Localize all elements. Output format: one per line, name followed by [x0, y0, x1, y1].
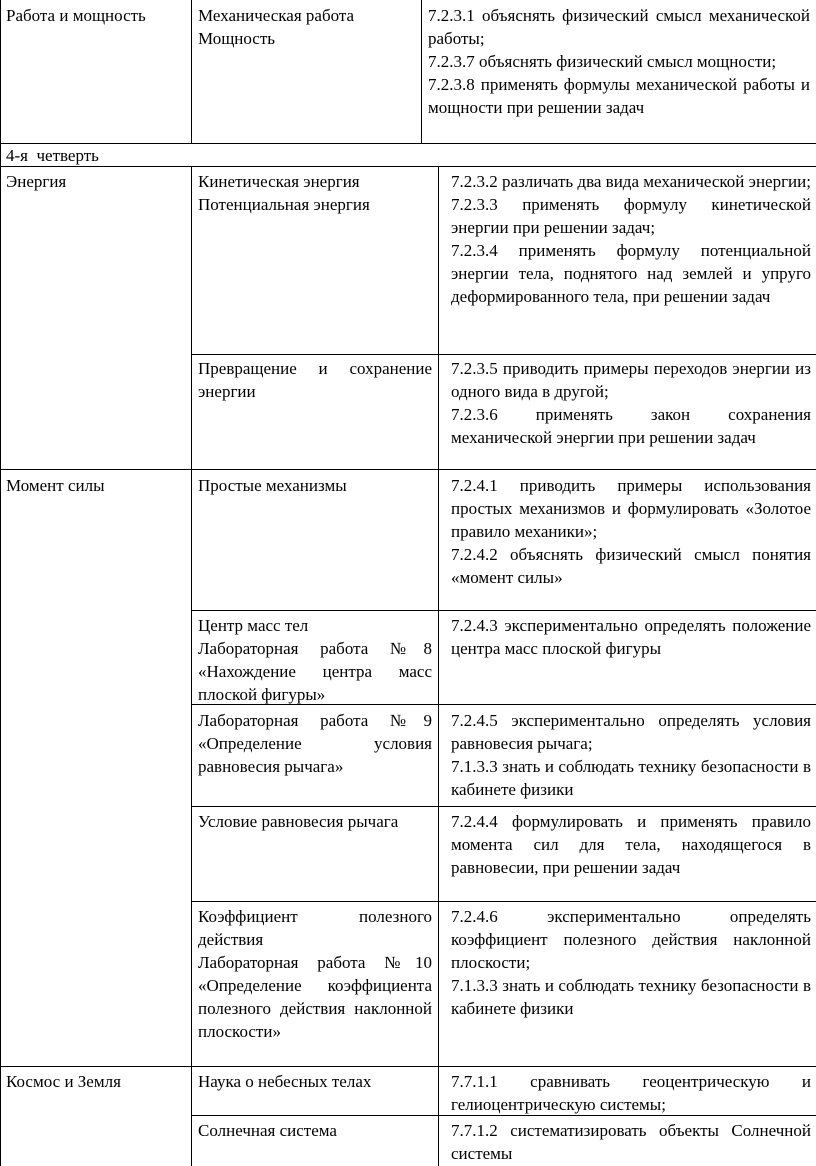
- content-cell: [198, 170, 432, 216]
- goal-text: 7.2.3.1 объяснять физический смысл механической работы;: [428, 6, 810, 48]
- goals-cell: [451, 709, 811, 801]
- goal-text: 7.2.3.7 объяснять физический смысл мощности;: [428, 52, 777, 71]
- content-cell: [198, 1070, 432, 1093]
- content-cell: [198, 474, 432, 497]
- content-text: Потенциальная энергия: [198, 195, 370, 214]
- row-divider: [191, 901, 816, 902]
- goal-text: 7.7.1.1 сравнивать геоцентрическую и гелиоцентрическую системы;: [451, 1072, 811, 1114]
- column-divider-2: [421, 0, 422, 143]
- goal-text: 7.2.3.2 различать два вида механической энергии;: [451, 172, 811, 191]
- content-text: Простые механизмы: [198, 476, 347, 495]
- content-text: Кинетическая энергия: [198, 172, 360, 191]
- topic-text: Энергия: [6, 172, 67, 191]
- goals-cell: [451, 170, 811, 308]
- content-text: Коэффициент полезного действия: [198, 907, 432, 949]
- goal-text: 7.2.4.1 приводить примеры использования простых механизмов и формулировать «Золотое правило механики»;: [451, 476, 811, 541]
- goal-text: 7.2.3.4 применять формулу потенциальной энергии тела, поднятого над землей и упруго деформированного тела, при решении задач: [451, 241, 811, 306]
- goal-text: 7.2.4.3 экспериментально определять положение центра масс плоской фигуры: [451, 616, 811, 658]
- goal-text: 7.2.4.5 экспериментально определять условия равновесия рычага;: [451, 711, 811, 753]
- content-text: Мощность: [198, 29, 276, 48]
- goals-cell: [451, 357, 811, 449]
- topic-cell: [6, 474, 184, 497]
- goal-text: 7.2.4.2 объяснять физический смысл понятия «момент силы»: [451, 545, 811, 587]
- topic-cell: [6, 170, 184, 193]
- goal-text: 7.2.3.8 применять формулы механической работы и мощности при решении задач: [428, 75, 810, 117]
- content-text: Лабораторная работа №9 «Определение условия равновесия рычага»: [198, 711, 432, 776]
- goals-cell: [451, 614, 811, 660]
- topic-text: Момент силы: [6, 476, 105, 495]
- content-text: Солнечная система: [198, 1121, 337, 1140]
- goals-cell: [428, 4, 810, 119]
- content-text: Лабораторная работа №10 «Определение коэффициента полезного действия наклонной плоскости»: [198, 953, 432, 1041]
- goal-text: 7.2.3.6 применять закон сохранения механической энергии при решении задач: [451, 405, 811, 447]
- goal-text: 7.2.3.3 применять формулу кинетической энергии при решении задач;: [451, 195, 811, 237]
- content-text: Центр масс тел: [198, 616, 309, 635]
- goal-text: 7.1.3.3 знать и соблюдать технику безопасности в кабинете физики: [451, 976, 811, 1018]
- goals-cell: [451, 474, 811, 589]
- content-cell: [198, 709, 432, 778]
- content-cell: [198, 905, 432, 1043]
- goal-text: 7.2.4.4 формулировать и применять правило момента сил для тела, находящегося в равновесии, при решении задач: [451, 812, 811, 877]
- goals-cell: [451, 1119, 811, 1165]
- content-cell: [198, 357, 432, 403]
- goals-cell: [451, 905, 811, 1020]
- content-cell: [198, 810, 432, 833]
- goal-text: 7.1.3.3 знать и соблюдать технику безопасности в кабинете физики: [451, 757, 811, 799]
- row-divider: [191, 806, 816, 807]
- content-cell: [198, 4, 415, 50]
- content-cell: [198, 1119, 432, 1142]
- row-divider: [0, 469, 816, 470]
- content-text: Лабораторная работа №8 «Нахождение центра масс плоской фигуры»: [198, 639, 432, 704]
- topic-text: Космос и Земля: [6, 1072, 121, 1091]
- goal-text: 7.2.4.6 экспериментально определять коэффициент полезного действия наклонной плоскости;: [451, 907, 811, 972]
- goal-text: 7.7.1.2 систематизировать объекты Солнечной системы: [451, 1121, 811, 1163]
- quarter-heading: [6, 144, 806, 167]
- row-divider: [0, 1066, 816, 1067]
- topic-text: Работа и мощность: [6, 6, 146, 25]
- goals-cell: [451, 1070, 811, 1116]
- goals-cell: [451, 810, 811, 879]
- topic-cell: [6, 4, 184, 27]
- content-text: Наука о небесных телах: [198, 1072, 372, 1091]
- table-border-left: [0, 0, 1, 1166]
- content-text: Механическая работа: [198, 6, 355, 25]
- row-divider: [191, 610, 816, 611]
- column-divider-1: [191, 166, 192, 1166]
- row-divider: [191, 354, 816, 355]
- content-cell: [198, 614, 432, 706]
- topic-cell: [6, 1070, 184, 1093]
- content-text: Превращение и сохранение энергии: [198, 359, 432, 401]
- column-divider-1: [191, 0, 192, 143]
- column-divider-2: [438, 166, 439, 1166]
- content-text: Условие равновесия рычага: [198, 812, 399, 831]
- quarter-text: 4-я четверть: [6, 146, 99, 165]
- goal-text: 7.2.3.5 приводить примеры переходов энергии из одного вида в другой;: [451, 359, 811, 401]
